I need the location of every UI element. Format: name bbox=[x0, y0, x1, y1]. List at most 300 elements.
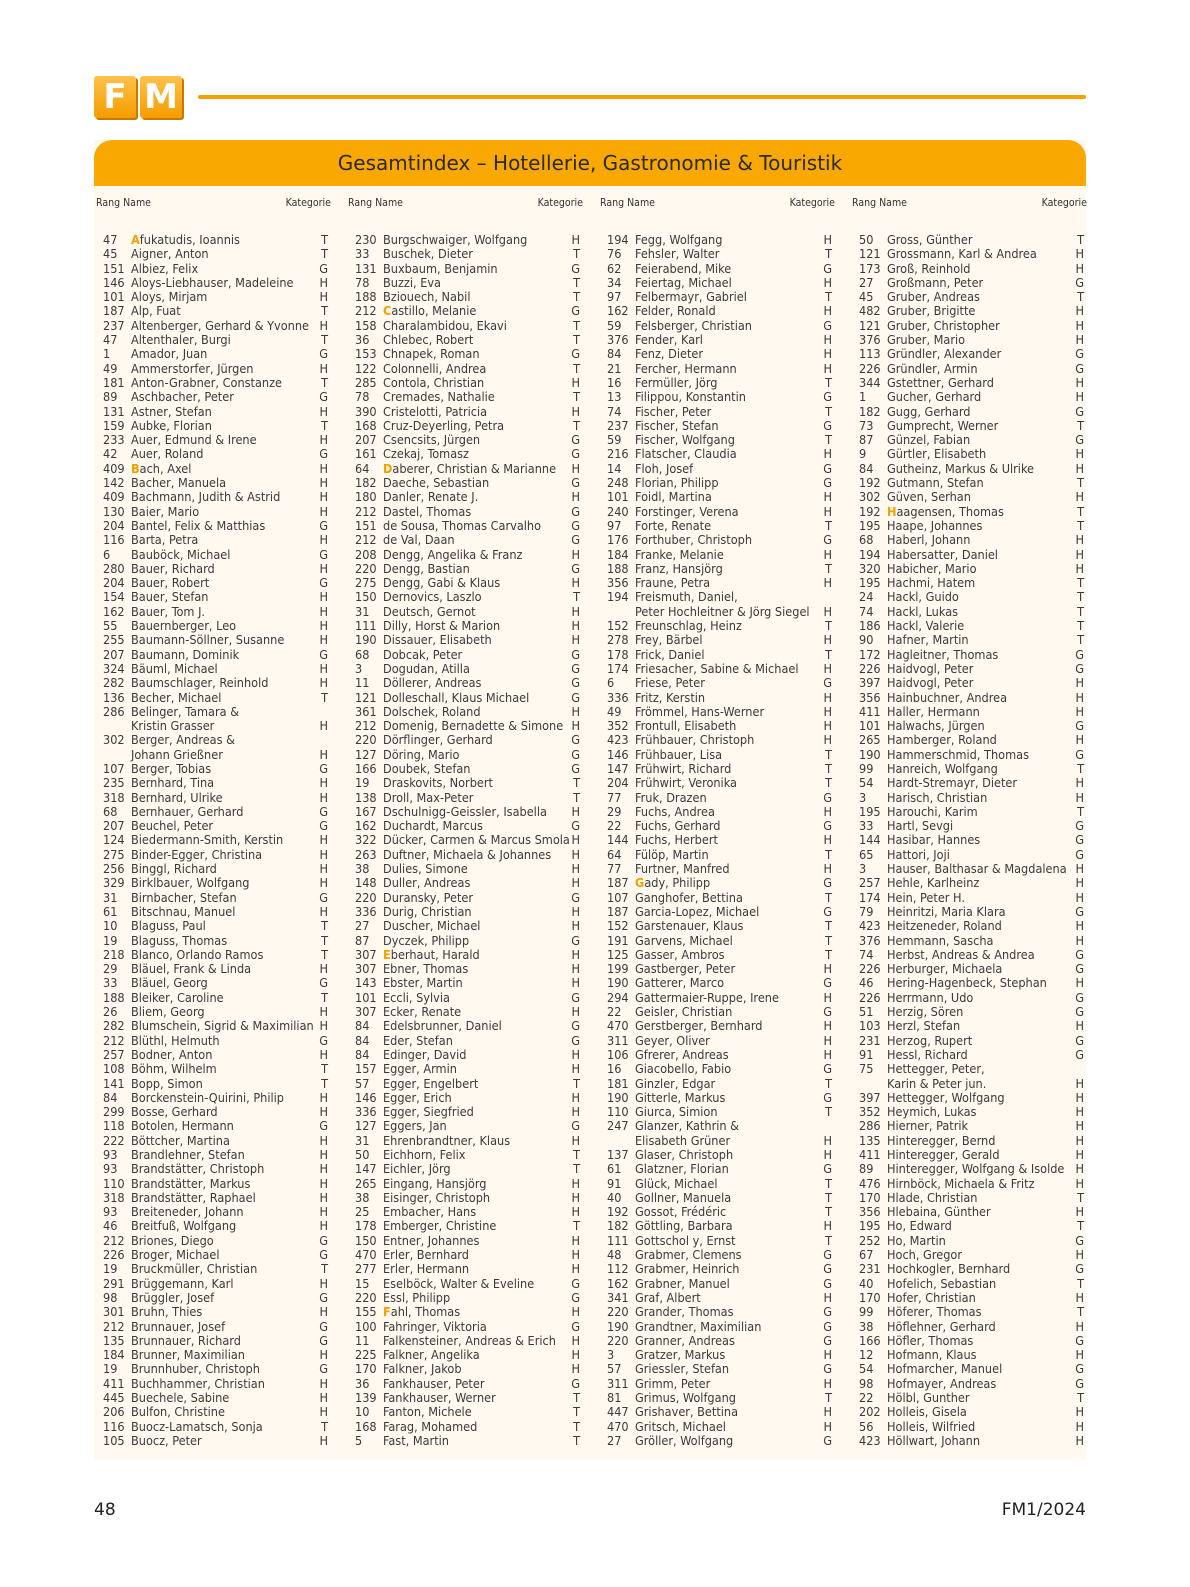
index-row bbox=[94, 548, 328, 562]
index-row bbox=[346, 1119, 580, 1133]
rank: 178 bbox=[607, 646, 629, 662]
rank: 204 bbox=[607, 775, 629, 791]
rank: 482 bbox=[859, 303, 881, 319]
index-row bbox=[850, 505, 1084, 519]
logo-letter-m: M bbox=[140, 76, 182, 118]
person-name: Fahl, Thomas bbox=[383, 1304, 461, 1320]
rank: 122 bbox=[355, 360, 377, 376]
person-name: Hofmann, Klaus bbox=[887, 1347, 977, 1363]
category: T bbox=[321, 1075, 328, 1091]
person-name: Hoch, Gregor bbox=[887, 1247, 962, 1263]
category: T bbox=[825, 746, 832, 762]
person-name: Hinteregger, Gerald bbox=[887, 1147, 1000, 1162]
person-name: Bäuml, Michael bbox=[131, 660, 218, 676]
index-row bbox=[346, 276, 580, 290]
rank: 33 bbox=[103, 975, 118, 991]
index-row bbox=[850, 833, 1084, 847]
rank: 111 bbox=[355, 618, 377, 634]
person-name: Heinritzi, Maria Klara bbox=[887, 903, 1006, 919]
index-row bbox=[850, 1105, 1084, 1119]
index-row bbox=[598, 419, 832, 433]
index-row bbox=[598, 362, 832, 376]
person-name: Glück, Michael bbox=[635, 1175, 718, 1191]
category: G bbox=[823, 975, 832, 991]
category: H bbox=[319, 1347, 328, 1363]
rank: 91 bbox=[607, 1175, 622, 1191]
person-name: Aubke, Florian bbox=[131, 417, 212, 433]
category: T bbox=[1077, 1275, 1084, 1291]
rank: 110 bbox=[607, 1104, 629, 1120]
category: G bbox=[571, 746, 580, 762]
person-name: Belinger, Tamara & bbox=[131, 703, 240, 719]
category: H bbox=[571, 1004, 580, 1020]
index-row bbox=[850, 819, 1084, 833]
category: T bbox=[825, 918, 832, 934]
category: G bbox=[319, 1032, 328, 1048]
index-row bbox=[346, 633, 580, 647]
index-row bbox=[598, 1162, 832, 1176]
category: H bbox=[319, 1275, 328, 1291]
index-row bbox=[850, 1277, 1084, 1291]
index-row bbox=[346, 991, 580, 1005]
index-row bbox=[850, 791, 1084, 805]
rank: 51 bbox=[859, 1004, 874, 1020]
person-name: Blanco, Orlando Ramos bbox=[131, 946, 264, 962]
category: G bbox=[319, 1318, 328, 1334]
rank: 147 bbox=[607, 760, 629, 776]
category: H bbox=[823, 1032, 832, 1048]
person-name: Kristin Grasser bbox=[131, 718, 215, 734]
rank: 282 bbox=[103, 1018, 125, 1034]
category: G bbox=[1075, 1004, 1084, 1020]
index-row bbox=[94, 262, 328, 276]
rank: 62 bbox=[607, 260, 622, 276]
person-name: Brüggler, Josef bbox=[131, 1289, 215, 1305]
person-name: Cremades, Nathalie bbox=[383, 389, 495, 405]
person-name: Breitfuß, Wolfgang bbox=[131, 1218, 237, 1234]
person-name: Eselböck, Walter & Eveline bbox=[383, 1275, 535, 1291]
rank: 65 bbox=[859, 846, 874, 862]
person-name: Egger, Engelbert bbox=[383, 1075, 479, 1091]
category: G bbox=[571, 260, 580, 276]
index-row bbox=[598, 1191, 832, 1205]
person-name: Filippou, Konstantin bbox=[635, 389, 746, 405]
index-row bbox=[94, 1234, 328, 1248]
category: T bbox=[573, 1147, 580, 1162]
person-name: Eccli, Sylvia bbox=[383, 989, 450, 1005]
index-row bbox=[598, 447, 832, 461]
index-row bbox=[94, 962, 328, 976]
index-row bbox=[850, 1062, 1084, 1076]
index-row bbox=[94, 1062, 328, 1076]
index-row bbox=[346, 290, 580, 304]
person-name: Hartl, Sevgi bbox=[887, 818, 954, 834]
index-row bbox=[94, 590, 328, 604]
category: H bbox=[319, 432, 328, 448]
rank: 75 bbox=[859, 1061, 874, 1077]
person-name: Großmann, Peter bbox=[887, 274, 984, 290]
index-row bbox=[850, 934, 1084, 948]
rank: 29 bbox=[607, 803, 622, 819]
rank: 10 bbox=[355, 1404, 370, 1420]
person-name: Droll, Max-Peter bbox=[383, 789, 474, 805]
rank: 49 bbox=[607, 703, 622, 719]
category: T bbox=[825, 517, 832, 533]
person-name: Ho, Martin bbox=[887, 1232, 946, 1248]
person-name: Bauer, Tom J. bbox=[131, 603, 205, 619]
index-row bbox=[94, 1105, 328, 1119]
category: H bbox=[823, 660, 832, 676]
rank: 113 bbox=[859, 346, 881, 362]
index-row bbox=[598, 1377, 832, 1391]
rank: 285 bbox=[355, 374, 377, 390]
person-name: Charalambidou, Ekavi bbox=[383, 317, 507, 333]
rank: 97 bbox=[607, 289, 622, 305]
person-name: Barta, Petra bbox=[131, 532, 199, 548]
rank: 47 bbox=[103, 232, 118, 247]
index-row bbox=[346, 333, 580, 347]
category: H bbox=[319, 560, 328, 576]
person-name: Duller, Andreas bbox=[383, 875, 471, 891]
index-row bbox=[94, 1091, 328, 1105]
index-row bbox=[598, 1434, 832, 1448]
rank: 87 bbox=[355, 932, 370, 948]
index-row bbox=[850, 1291, 1084, 1305]
person-name: Albiez, Felix bbox=[131, 260, 199, 276]
index-row bbox=[94, 1362, 328, 1376]
category: H bbox=[823, 303, 832, 319]
index-row bbox=[598, 791, 832, 805]
rank: 87 bbox=[859, 432, 874, 448]
category: H bbox=[571, 1061, 580, 1077]
rank: 194 bbox=[859, 546, 881, 562]
rank: 19 bbox=[355, 775, 370, 791]
person-name: Gstettner, Gerhard bbox=[887, 374, 994, 390]
category: H bbox=[1075, 775, 1084, 791]
person-name: Falkner, Angelika bbox=[383, 1347, 480, 1363]
category: H bbox=[319, 846, 328, 862]
rank: 324 bbox=[103, 660, 125, 676]
index-row bbox=[598, 819, 832, 833]
index-row bbox=[598, 247, 832, 261]
person-name: Fritz, Kerstin bbox=[635, 689, 706, 705]
category: H bbox=[319, 718, 328, 734]
index-row bbox=[850, 376, 1084, 390]
category: H bbox=[319, 1161, 328, 1177]
index-row bbox=[850, 705, 1084, 719]
person-name: Herburger, Michaela bbox=[887, 961, 1003, 977]
index-row bbox=[850, 748, 1084, 762]
index-row bbox=[346, 590, 580, 604]
person-name: Cruz-Deyerling, Petra bbox=[383, 417, 505, 433]
rank: 121 bbox=[859, 317, 881, 333]
person-name: Gady, Philipp bbox=[635, 875, 711, 891]
index-row bbox=[346, 1177, 580, 1191]
index-row bbox=[94, 390, 328, 404]
index-row bbox=[346, 1305, 580, 1319]
person-name: Ebster, Martin bbox=[383, 975, 463, 991]
person-name: Hochkogler, Bernhard bbox=[887, 1261, 1011, 1277]
rank: 318 bbox=[103, 789, 125, 805]
index-row bbox=[346, 1148, 580, 1162]
rank: 226 bbox=[859, 660, 881, 676]
index-title: Gesamtindex – Hotellerie, Gastronomie & Touristik bbox=[94, 140, 1086, 186]
category: H bbox=[1075, 317, 1084, 333]
rank: 195 bbox=[859, 1218, 881, 1234]
rank: 423 bbox=[859, 918, 881, 934]
rank: 112 bbox=[607, 1261, 629, 1277]
rank: 19 bbox=[103, 1261, 118, 1277]
category: T bbox=[573, 274, 580, 290]
index-row bbox=[94, 1348, 328, 1362]
rank: 159 bbox=[103, 417, 125, 433]
index-row bbox=[598, 548, 832, 562]
index-row bbox=[94, 1177, 328, 1191]
index-row bbox=[598, 1005, 832, 1019]
rank: 184 bbox=[103, 1347, 125, 1363]
index-row bbox=[346, 548, 580, 562]
person-name: Emberger, Christine bbox=[383, 1218, 497, 1234]
index-row bbox=[94, 1019, 328, 1033]
person-name: Giacobello, Fabio bbox=[635, 1061, 732, 1077]
category: G bbox=[571, 689, 580, 705]
index-row bbox=[94, 648, 328, 662]
category: T bbox=[573, 1432, 580, 1448]
rank: 125 bbox=[607, 946, 629, 962]
index-row bbox=[598, 805, 832, 819]
person-name: Egger, Siegfried bbox=[383, 1104, 474, 1120]
person-name: de Sousa, Thomas Carvalho bbox=[383, 517, 542, 533]
category: H bbox=[571, 918, 580, 934]
index-row bbox=[850, 362, 1084, 376]
rank: 204 bbox=[103, 575, 125, 591]
index-row bbox=[94, 247, 328, 261]
category: T bbox=[573, 389, 580, 405]
person-name: Auer, Edmund & Irene bbox=[131, 432, 257, 448]
person-name: Duchardt, Marcus bbox=[383, 818, 483, 834]
rank: 50 bbox=[859, 232, 874, 247]
rank: 101 bbox=[355, 989, 377, 1005]
index-row bbox=[598, 405, 832, 419]
category: H bbox=[571, 575, 580, 591]
rank: 137 bbox=[607, 1147, 629, 1162]
person-name: Hehle, Karlheinz bbox=[887, 875, 980, 891]
category: T bbox=[825, 946, 832, 962]
person-name: Altenthaler, Burgi bbox=[131, 332, 231, 348]
person-name: Baier, Mario bbox=[131, 503, 200, 519]
rank: 5 bbox=[355, 1432, 363, 1448]
category: H bbox=[1075, 732, 1084, 748]
rank: 42 bbox=[103, 446, 118, 462]
person-name: Berger, Andreas & bbox=[131, 732, 235, 748]
category: H bbox=[319, 961, 328, 977]
category: H bbox=[319, 1390, 328, 1406]
person-name: Hofmarcher, Manuel bbox=[887, 1361, 1003, 1377]
category: T bbox=[1077, 1218, 1084, 1234]
category: H bbox=[1075, 1175, 1084, 1191]
person-name: Fegg, Wolfgang bbox=[635, 232, 723, 247]
person-name: Edelsbrunner, Daniel bbox=[383, 1018, 502, 1034]
person-name: Dilly, Horst & Marion bbox=[383, 618, 501, 634]
rank: 34 bbox=[607, 274, 622, 290]
category: H bbox=[571, 232, 580, 247]
rank: 311 bbox=[607, 1375, 629, 1391]
rank: 299 bbox=[103, 1104, 125, 1120]
person-name: Eder, Stefan bbox=[383, 1032, 453, 1048]
category: G bbox=[319, 346, 328, 362]
person-name: Gumprecht, Werner bbox=[887, 417, 999, 433]
rank: 64 bbox=[607, 846, 622, 862]
rank: 110 bbox=[103, 1175, 125, 1191]
index-row bbox=[346, 862, 580, 876]
rank: 248 bbox=[607, 475, 629, 491]
index-row bbox=[598, 1234, 832, 1248]
person-name: Hein, Peter H. bbox=[887, 889, 965, 905]
person-name: Brunnauer, Richard bbox=[131, 1332, 241, 1348]
rank: 31 bbox=[355, 603, 370, 619]
index-row bbox=[850, 776, 1084, 790]
person-name: Bosse, Gerhard bbox=[131, 1104, 218, 1120]
category: G bbox=[319, 818, 328, 834]
category: H bbox=[571, 632, 580, 648]
rank: 40 bbox=[607, 1189, 622, 1205]
category: H bbox=[319, 675, 328, 691]
person-name: Fermüller, Jörg bbox=[635, 374, 718, 390]
rank: 356 bbox=[859, 689, 881, 705]
rank: 155 bbox=[355, 1304, 377, 1320]
category: H bbox=[571, 618, 580, 634]
person-name: Dissauer, Elisabeth bbox=[383, 632, 492, 648]
rank: 74 bbox=[859, 946, 874, 962]
rank: 195 bbox=[859, 803, 881, 819]
person-name: Eisinger, Christoph bbox=[383, 1189, 491, 1205]
index-row bbox=[94, 676, 328, 690]
rank: 136 bbox=[103, 689, 125, 705]
person-name: Duftner, Michaela & Johannes bbox=[383, 846, 552, 862]
index-row bbox=[346, 1034, 580, 1048]
rank: 172 bbox=[859, 646, 881, 662]
category: T bbox=[573, 360, 580, 376]
index-row bbox=[850, 991, 1084, 1005]
rank: 275 bbox=[355, 575, 377, 591]
category: T bbox=[825, 760, 832, 776]
index-row bbox=[850, 1248, 1084, 1262]
rank: 182 bbox=[859, 403, 881, 419]
category: G bbox=[319, 389, 328, 405]
index-row bbox=[94, 1320, 328, 1334]
person-name: Botolen, Hermann bbox=[131, 1118, 234, 1134]
category: H bbox=[571, 1247, 580, 1263]
rank: 107 bbox=[103, 760, 125, 776]
person-name: Brandstätter, Christoph bbox=[131, 1161, 265, 1177]
index-row bbox=[598, 262, 832, 276]
index-column bbox=[346, 233, 580, 1448]
rank: 12 bbox=[859, 1347, 874, 1363]
category: H bbox=[319, 360, 328, 376]
person-name: Garvens, Michael bbox=[635, 932, 733, 948]
person-name: Ginzler, Edgar bbox=[635, 1075, 716, 1091]
person-name: Haape, Johannes bbox=[887, 517, 983, 533]
category: H bbox=[823, 961, 832, 977]
index-row bbox=[346, 1191, 580, 1205]
category: H bbox=[571, 374, 580, 390]
person-name: Brüggemann, Karl bbox=[131, 1275, 234, 1291]
person-name: Afukatudis, Ioannis bbox=[131, 232, 240, 247]
rank: 181 bbox=[607, 1075, 629, 1091]
person-name: Heitzeneder, Roland bbox=[887, 918, 1002, 934]
index-row bbox=[598, 833, 832, 847]
index-row bbox=[94, 304, 328, 318]
rank: 168 bbox=[355, 417, 377, 433]
rank: 240 bbox=[607, 503, 629, 519]
category: H bbox=[571, 1204, 580, 1220]
category: H bbox=[571, 1175, 580, 1191]
index-row bbox=[346, 247, 580, 261]
person-name: Haagensen, Thomas bbox=[887, 503, 1004, 519]
category: H bbox=[319, 603, 328, 619]
rank: 36 bbox=[355, 1375, 370, 1391]
rank: 336 bbox=[355, 903, 377, 919]
person-name: Höfler, Thomas bbox=[887, 1332, 974, 1348]
rank: 275 bbox=[103, 846, 125, 862]
rank: 107 bbox=[607, 889, 629, 905]
category: G bbox=[571, 503, 580, 519]
person-name: Fülöp, Martin bbox=[635, 846, 709, 862]
rank: 77 bbox=[607, 789, 622, 805]
person-name: Hattori, Joji bbox=[887, 846, 950, 862]
index-row bbox=[850, 719, 1084, 733]
index-row bbox=[850, 1320, 1084, 1334]
person-name: Hofmayer, Andreas bbox=[887, 1375, 997, 1391]
person-name: Draskovits, Norbert bbox=[383, 775, 493, 791]
person-name: Bernhard, Ulrike bbox=[131, 789, 223, 805]
category: H bbox=[571, 846, 580, 862]
index-row bbox=[850, 1262, 1084, 1276]
person-name: Gross, Günther bbox=[887, 232, 973, 247]
person-name: Fender, Karl bbox=[635, 332, 703, 348]
category: T bbox=[1077, 232, 1084, 247]
rank: 182 bbox=[607, 1218, 629, 1234]
category: T bbox=[1077, 1189, 1084, 1205]
rank: 90 bbox=[859, 632, 874, 648]
index-row bbox=[94, 1205, 328, 1219]
rank: 150 bbox=[355, 1232, 377, 1248]
rank: 282 bbox=[103, 675, 125, 691]
person-name: Bauböck, Michael bbox=[131, 546, 231, 562]
person-name: Bacher, Manuela bbox=[131, 475, 227, 491]
category: G bbox=[319, 575, 328, 591]
rank: 93 bbox=[103, 1161, 118, 1177]
index-row bbox=[346, 505, 580, 519]
person-name: Castillo, Melanie bbox=[383, 303, 477, 319]
rank: 10 bbox=[103, 918, 118, 934]
index-row bbox=[94, 691, 328, 705]
category: G bbox=[823, 1004, 832, 1020]
person-name: Hanreich, Wolfgang bbox=[887, 760, 998, 776]
index-row bbox=[346, 919, 580, 933]
rank: 226 bbox=[859, 360, 881, 376]
index-row bbox=[850, 304, 1084, 318]
index-row bbox=[94, 748, 328, 762]
index-row bbox=[346, 648, 580, 662]
category: T bbox=[573, 289, 580, 305]
person-name: Gröller, Wolfgang bbox=[635, 1432, 734, 1448]
category: G bbox=[319, 760, 328, 776]
person-name: Becher, Michael bbox=[131, 689, 222, 705]
person-name: Döllerer, Andreas bbox=[383, 675, 482, 691]
person-name: Brunnauer, Josef bbox=[131, 1318, 226, 1334]
category: H bbox=[1075, 1418, 1084, 1434]
